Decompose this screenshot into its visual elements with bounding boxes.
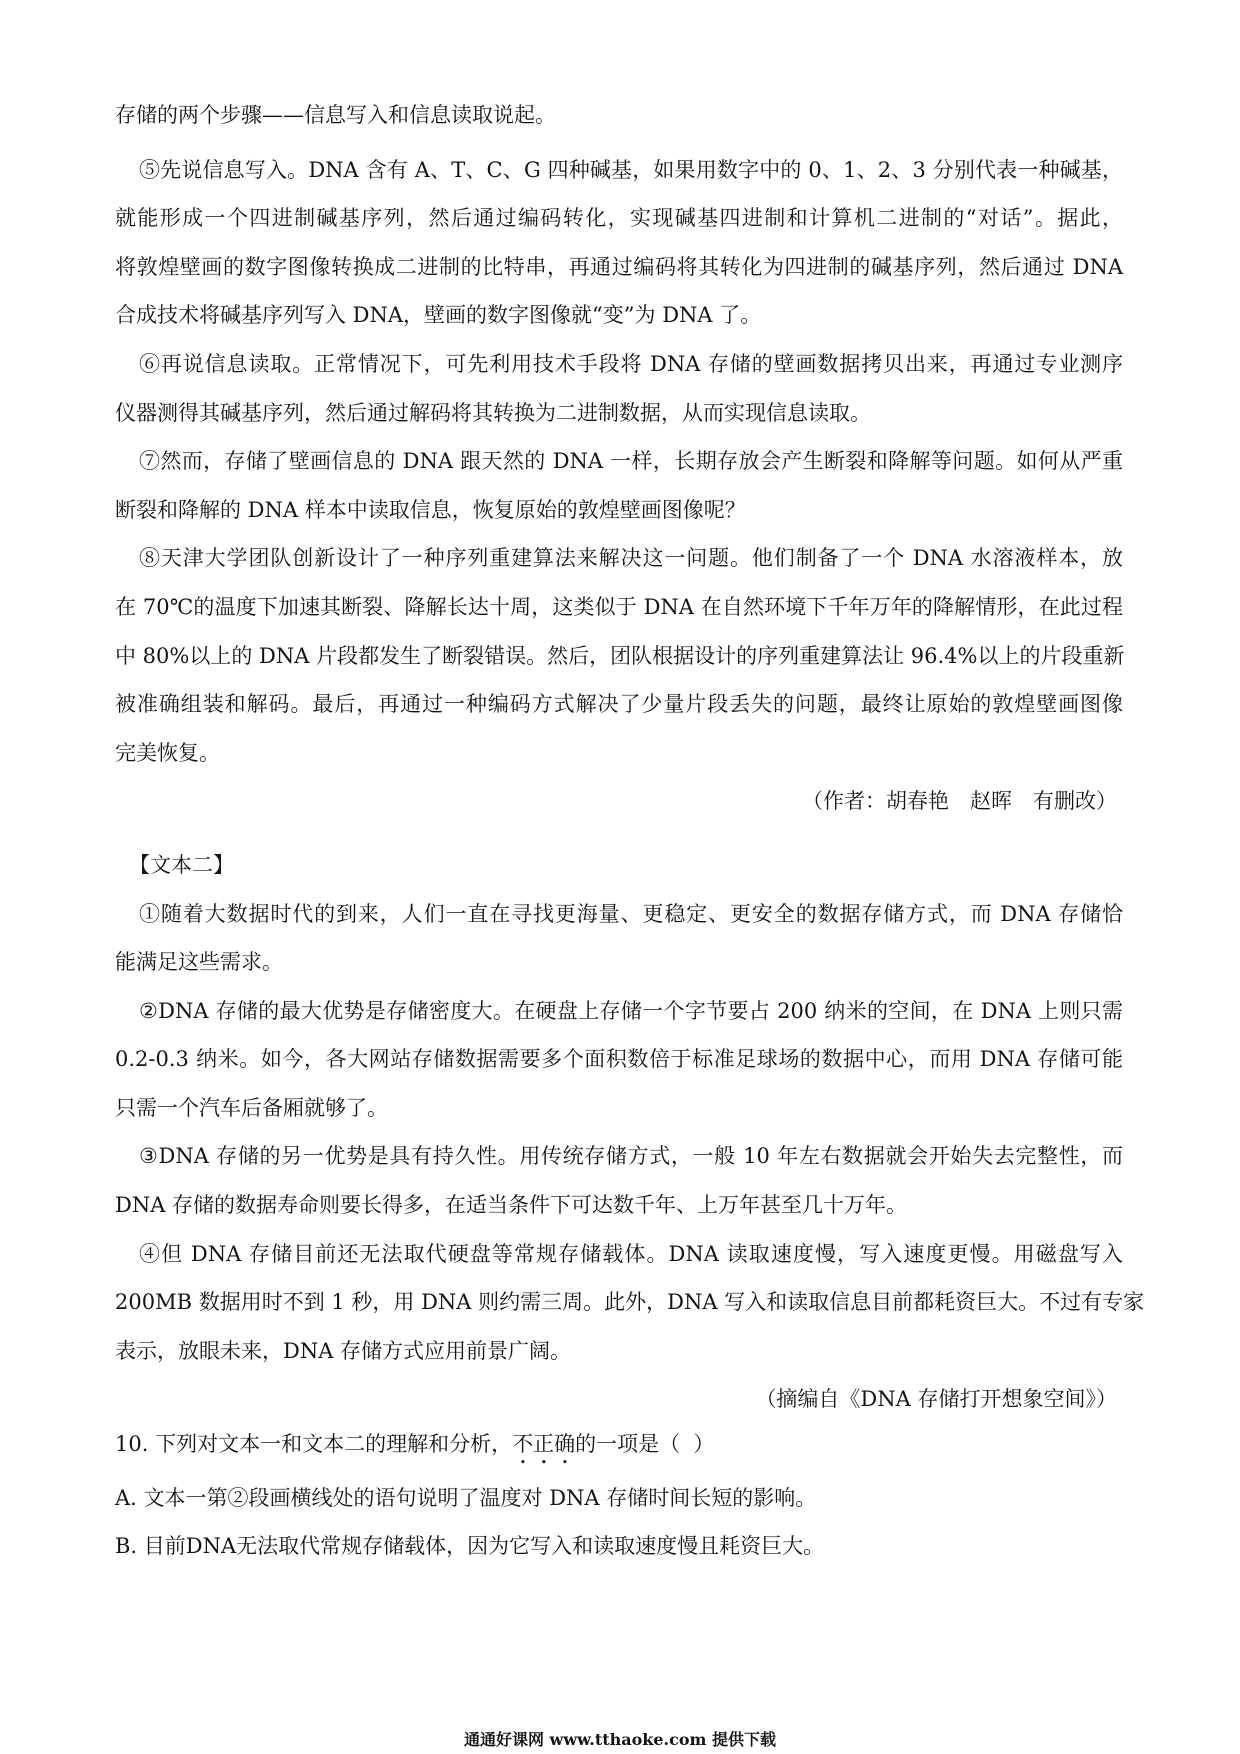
question-10 [115, 1420, 1123, 1571]
paragraph [115, 534, 1123, 777]
text-line: 200MB 数据用时不到 1 秒，用 DNA 则约需三周。此外，DNA 写入和读取信息目前都耗资巨大。不过有专家 [115, 1290, 1145, 1315]
text-line: 仪器测得其碱基序列，然后通过解码将其转换为二进制数据，从而实现信息读取。 [115, 400, 871, 425]
paragraph [115, 146, 1123, 340]
text-line: 表示，放眼未来，DNA 存储方式应用前景广阔。 [115, 1338, 572, 1363]
text-line: 0.2-0.3 纳米。如今，各大网站存储数据需要多个面积数倍于标准足球场的数据中心，而用 DNA 存储可能 [115, 1047, 1123, 1072]
text-line: 合成技术将碱基序列写入 DNA，壁画的数字图像就“变”为 DNA 了。 [115, 303, 762, 328]
text-line: ②DNA 存储的最大优势是存储密度大。在硬盘上存储一个字节要占 200 纳米的空间，在 DNA 上则只需 [139, 998, 1123, 1023]
text-line: 将敦煌壁画的数字图像转换成二进制的比特串，再通过编码将其转化为四进制的碱基序列，然后通过 DNA [115, 254, 1123, 279]
question-stem-suffix: 的一项是（ ） [575, 1432, 715, 1457]
question-stem [115, 1420, 1123, 1469]
paragraph [115, 1230, 1145, 1376]
text-one-attribution: （作者：胡春艳 赵晖 有删改） [802, 789, 1117, 814]
option-b[interactable]: B. 目前DNA无法取代常规存储载体，因为它写入和读取速度慢且耗资巨大。 [115, 1534, 825, 1559]
text-one-paragraphs [115, 146, 1123, 778]
text-line: 在 70℃的温度下加速其断裂、降解长达十周，这类似于 DNA 在自然环境下千年万年的降解情形，在此过程 [115, 594, 1123, 619]
text-line: 完美恢复。 [115, 740, 220, 765]
text-line: DNA 存储的数据寿命则要长得多，在适当条件下可达数千年、上万年甚至几十万年。 [115, 1193, 908, 1218]
text-line: ③DNA 存储的另一优势是具有持久性。用传统存储方式，一般 10 年左右数据就会开始失去完整性，而 [139, 1144, 1123, 1169]
text-line: 只需一个汽车后备厢就够了。 [115, 1095, 388, 1120]
paragraph [115, 987, 1123, 1133]
text-line: 中 80%以上的 DNA 片段都发生了断裂错误。然后，团队根据设计的序列重建算法让 96.4%以上的片段重新 [115, 643, 1125, 668]
question-stem-prefix: 10. 下列对文本一和文本二的理解和分析， [115, 1432, 513, 1457]
document-content [115, 91, 1145, 1571]
text-two [115, 841, 1145, 1424]
text-line: ⑥再说信息读取。正常情况下，可先利用技术手段将 DNA 存储的壁画数据拷贝出来，再通过专业测序 [139, 351, 1123, 376]
text-two-attribution: （摘编自《DNA 存储打开想象空间》） [755, 1387, 1117, 1412]
question-stem-emphasis: 不正确 [512, 1432, 576, 1457]
option-a[interactable]: A. 文本一第②段画横线处的语句说明了温度对 DNA 存储时间长短的影响。 [115, 1485, 817, 1510]
text-line: 被准确组装和解码。最后，再通过一种编码方式解决了少量片段丢失的问题，最终让原始的敦煌壁画图像 [115, 692, 1123, 717]
text-two-heading: 【文本二】 [129, 852, 234, 877]
text-line: ⑦然而，存储了壁画信息的 DNA 跟天然的 DNA 一样，长期存放会产生断裂和降解等问题。如何从严重 [139, 449, 1123, 474]
text-line: ⑤先说信息写入。DNA 含有 A、T、C、G 四种碱基，如果用数字中的 0、1、2、3 分别代表一种碱基， [139, 157, 1123, 182]
paragraph [115, 340, 1123, 437]
text-line: 就能形成一个四进制碱基序列，然后通过编码转化，实现碱基四进制和计算机二进制的“对话”。据此， [115, 206, 1123, 231]
paragraph [115, 1132, 1123, 1229]
text-line: 断裂和降解的 DNA 样本中读取信息，恢复原始的敦煌壁画图像呢？ [115, 497, 746, 522]
text-line: 能满足这些需求。 [115, 950, 283, 975]
paragraph [115, 437, 1123, 534]
footer-source: 通通好课网 www.tthaoke.com 提供下载 [463, 1730, 777, 1749]
text-two-paragraphs [115, 890, 1145, 1376]
text-line: 存储的两个步骤——信息写入和信息读取说起。 [115, 103, 556, 127]
text-line: ⑧天津大学团队创新设计了一种序列重建算法来解决这一问题。他们制备了一个 DNA 水溶液样本，放 [139, 546, 1123, 571]
text-line: ④但 DNA 存储目前还无法取代硬盘等常规存储载体。DNA 读取速度慢，写入速度更慢。用磁盘写入 [139, 1241, 1123, 1266]
text-one [115, 91, 1123, 826]
text-line: ①随着大数据时代的到来，人们一直在寻找更海量、更稳定、更安全的数据存储方式，而 DNA 存储恰 [139, 901, 1123, 926]
text-one-lead-in [115, 91, 1123, 140]
paragraph [115, 890, 1123, 987]
